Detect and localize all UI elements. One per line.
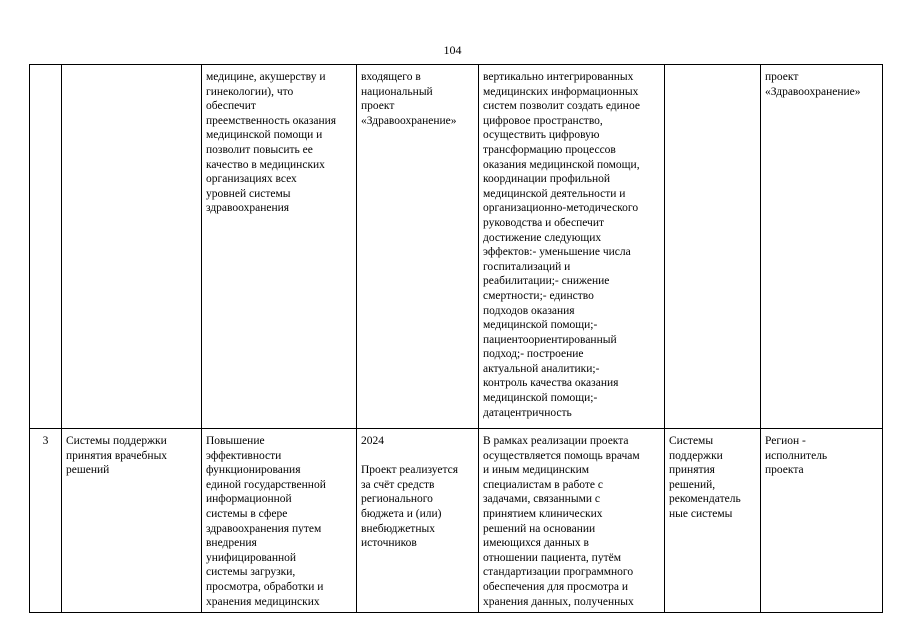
project-technology-cell: Системы поддержки принятия решений, рекомендатель ные системы bbox=[665, 429, 761, 613]
project-name-cell: Системы поддержки принятия врачебных решений bbox=[62, 429, 202, 613]
project-funding-cell: входящего в национальный проект «Здравоохранение» bbox=[357, 65, 479, 429]
row-number-cell: 3 bbox=[30, 429, 62, 613]
row-number-cell bbox=[30, 65, 62, 429]
table-row bbox=[30, 65, 883, 429]
project-goal-cell: Повышение эффективности функционирования единой государственной информационной системы в сфере здравоохранения путем внедрения унифицированной системы загрузки, просмотра, обработки и хранения медицинских bbox=[202, 429, 357, 613]
project-description-cell: вертикально интегрированных медицинских информационных систем позволит создать единое цифровое пространство, осуществить цифровую трансформацию процессов оказания медицинской помощи, координации профильной медицинской деятельности и организационно-методического руководства и обеспечит достижение следующих эффектов:- уменьшение числа госпитализаций и реабилитации;- снижение смертности;- единство подходов оказания медицинской помощи;- пациентоориентированный подход;- построение актуальной аналитики;- контроль качества оказания медицинской помощи;- датацентричность bbox=[479, 65, 665, 429]
project-goal-cell: медицине, акушерству и гинекологии), что обеспечит преемственность оказания медицинской помощи и позволит повысить ее качество в медицинских организациях всех уровней системы здравоохранения bbox=[202, 65, 357, 429]
project-technology-cell bbox=[665, 65, 761, 429]
projects-table bbox=[29, 64, 883, 613]
project-description-cell: В рамках реализации проекта осуществляется помощь врачам и иным медицинским специалистам в работе с задачами, связанными с принятием клинических решений на основании имеющихся данных в отношении пациента, путём стандартизации программного обеспечения для просмотра и хранения данных, полученных bbox=[479, 429, 665, 613]
project-executor-cell: Регион - исполнитель проекта bbox=[761, 429, 883, 613]
page-number: 104 bbox=[443, 43, 462, 57]
project-executor-cell: проект «Здравоохранение» bbox=[761, 65, 883, 429]
project-name-cell bbox=[62, 65, 202, 429]
project-funding-cell: 2024 Проект реализуется за счёт средств регионального бюджета и (или) внебюджетных источников bbox=[357, 429, 479, 613]
table-row bbox=[30, 429, 883, 613]
